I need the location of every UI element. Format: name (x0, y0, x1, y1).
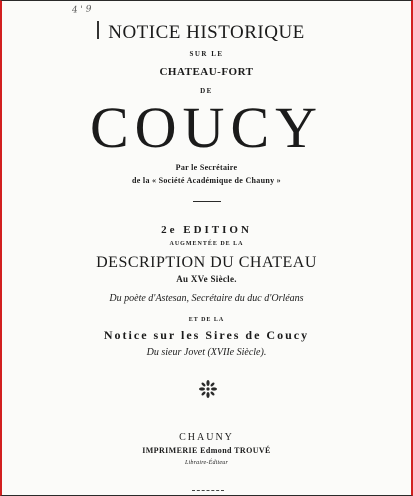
et-de-la-text: ET DE LA (188, 317, 225, 323)
section-divider (193, 201, 221, 202)
printer-line: IMPRIMERIE Edmond TROUVÉ (142, 446, 271, 455)
edition-heading: 2e EDITION (161, 224, 252, 236)
poete-text: Du poète d'Astesan, Secrétaire du duc d'Orléans (109, 293, 304, 304)
chateau-fort-text: CHATEAU-FORT (159, 66, 254, 78)
notice-sires-heading: Notice sur les Sires de Coucy (103, 328, 310, 342)
notice-historique-heading: NOTICE HISTORIQUE (108, 22, 305, 43)
de-text: DE (200, 87, 213, 95)
description-heading: DESCRIPTION DU CHATEAU (96, 254, 317, 271)
fleuron-ornament-icon (198, 379, 218, 399)
siecle-text: Au XVe Siècle. (176, 274, 237, 284)
augmentee-text: AUGMENTÉE DE LA (169, 241, 244, 247)
jovet-text: Du sieur Jovet (XVIIe Siècle). (146, 347, 267, 358)
main-title-coucy: COUCY (89, 95, 324, 160)
libraire-editeur-text: Libraire-Éditeur (185, 460, 228, 466)
author-line-2: de la « Société Académique de Chauny » (132, 176, 281, 185)
sur-le-text: SUR LE (189, 50, 224, 58)
bottom-divider (192, 490, 224, 492)
author-line-1: Par le Secrétaire (175, 163, 238, 172)
handwritten-mark: 4 ' 9 (71, 4, 92, 16)
place-chauny: CHAUNY (179, 432, 234, 443)
